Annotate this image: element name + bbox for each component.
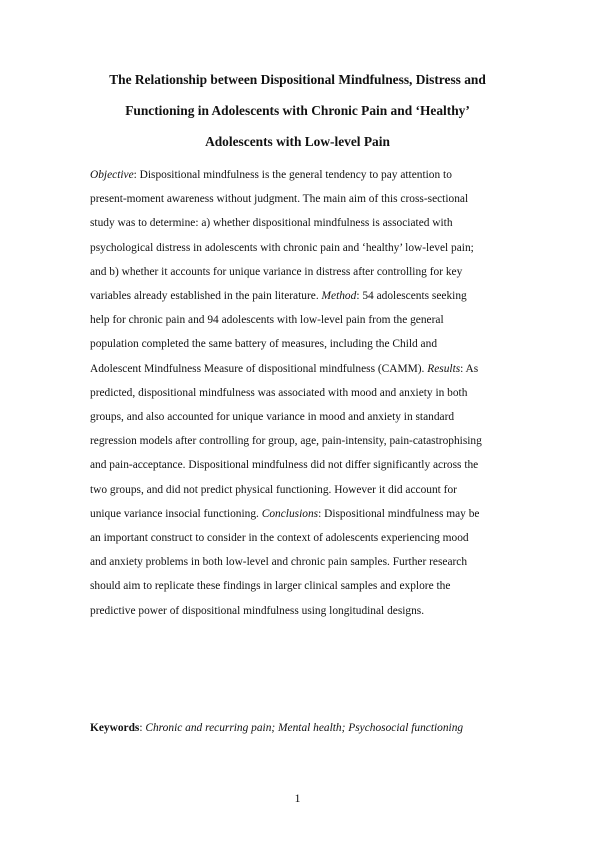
abstract-line: variables already established in the pain literature. Method: 54 adolescents seeking [90,290,467,303]
method-label: Method [321,290,357,303]
title-line-2: Functioning in Adolescents with Chronic Pain and ‘Healthy’ [125,103,470,118]
keywords-terms: Chronic and recurring pain; Mental health; Psychosocial functioning [145,722,464,734]
abstract-line: two groups, and did not predict physical functioning. However it did account for [90,483,457,496]
title-line-3: Adolescents with Low-level Pain [205,134,390,149]
abstract-line: predicted, dispositional mindfulness was associated with mood and anxiety in both [90,386,468,399]
abstract-line: population completed the same battery of measures, including the Child and [90,338,438,351]
paper-title [60,64,535,157]
abstract-line: and anxiety problems in both low-level and chronic pain samples. Further research [90,556,468,569]
abstract-line: regression models after controlling for group, age, pain-intensity, pain-catastrophising [90,435,482,448]
keywords-separator: : [139,722,146,734]
abstract-line: study was to determine: a) whether dispositional mindfulness is associated with [90,217,453,230]
abstract-line: present-moment awareness without judgment. The main aim of this cross-sectional [90,193,469,206]
abstract-line: groups, and also accounted for unique variance in mood and anxiety in standard [90,411,455,424]
abstract-line: psychological distress in adolescents with chronic pain and ‘healthy’ low-level pain; [90,241,474,254]
keywords [90,718,463,738]
abstract [90,163,510,623]
abstract-line: and b) whether it accounts for unique variance in distress after controlling for key [90,265,463,278]
abstract-line: and pain-acceptance. Dispositional mindfulness did not differ significantly across the [90,459,479,472]
abstract-line: unique variance insocial functioning. Conclusions: Dispositional mindfulness may be [90,507,480,520]
abstract-line: help for chronic pain and 94 adolescents with low-level pain from the general [90,314,444,327]
results-label: Results [427,362,461,375]
abstract-line: predictive power of dispositional mindfulness using longitudinal designs. [90,604,425,617]
abstract-line: Adolescent Mindfulness Measure of dispositional mindfulness (CAMM). Results: As [90,362,479,375]
abstract-line: Objective: Dispositional mindfulness is the general tendency to pay attention to [90,169,452,181]
page-number: 1 [294,791,301,805]
conclusions-label: Conclusions [261,507,319,520]
abstract-line: an important construct to consider in the context of adolescents experiencing mood [90,532,469,545]
abstract-line: should aim to replicate these findings in larger clinical samples and explore the [90,580,451,593]
keywords-label: Keywords [90,722,140,734]
title-line-1: The Relationship between Dispositional Mindfulness, Distress and [109,72,486,87]
objective-label: Objective [90,169,134,181]
